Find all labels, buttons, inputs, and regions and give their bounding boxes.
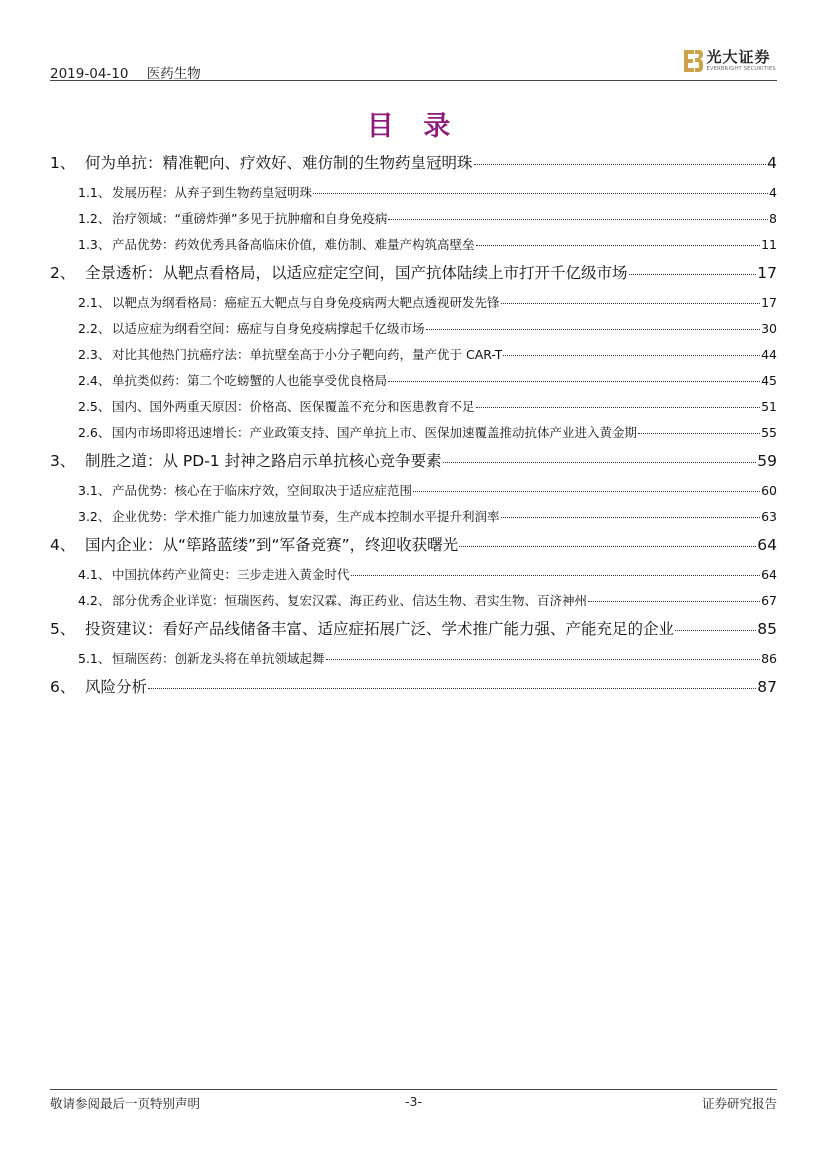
toc-entry-number: 3.2、 bbox=[78, 509, 111, 524]
toc-entry-title: 对比其他热门抗癌疗法：单抗壁垒高于小分子靶向药，量产优于 CAR-T bbox=[112, 347, 503, 362]
table-of-contents bbox=[50, 153, 777, 698]
toc-entry-title: 以适应症为纲看空间：癌症与自身免疫病撑起千亿级市场 bbox=[112, 321, 425, 336]
toc-dot-leader bbox=[503, 355, 760, 356]
toc-entry-title: 全景透析：从靶点看格局，以适应症定空间，国产抗体陆续上市打开千亿级市场 bbox=[85, 264, 628, 282]
toc-dot-leader bbox=[476, 245, 761, 246]
toc-entry-number: 5、 bbox=[50, 620, 76, 638]
toc-entry-number: 2.2、 bbox=[78, 321, 111, 336]
toc-subsection[interactable] bbox=[50, 209, 777, 228]
toc-subsection[interactable] bbox=[50, 649, 777, 668]
toc-dot-leader bbox=[426, 329, 761, 330]
toc-entry-number: 2.1、 bbox=[78, 295, 111, 310]
toc-entry-number: 1.3、 bbox=[78, 237, 111, 252]
toc-subsection[interactable] bbox=[50, 423, 777, 442]
toc-subsection[interactable] bbox=[50, 345, 777, 364]
toc-subsection[interactable] bbox=[50, 591, 777, 610]
toc-subsection[interactable] bbox=[50, 293, 777, 312]
toc-dot-leader bbox=[629, 274, 757, 275]
toc-dot-leader bbox=[313, 193, 768, 194]
everbright-logo-icon bbox=[682, 48, 704, 74]
toc-section[interactable] bbox=[50, 263, 777, 284]
toc-dot-leader bbox=[388, 219, 768, 220]
toc-entry-page: 55 bbox=[761, 425, 777, 440]
toc-title: 目 录 bbox=[366, 111, 461, 142]
footer-divider bbox=[50, 1089, 777, 1090]
toc-entry-title: 以靶点为纲看格局：癌症五大靶点与自身免疫病两大靶点透视研发先锋 bbox=[112, 295, 500, 310]
toc-subsection[interactable] bbox=[50, 397, 777, 416]
toc-entry-number: 1、 bbox=[50, 154, 76, 172]
toc-entry-number: 2.4、 bbox=[78, 373, 111, 388]
toc-dot-leader bbox=[474, 164, 767, 165]
toc-entry-number: 3、 bbox=[50, 452, 76, 470]
toc-entry-page: 67 bbox=[761, 593, 777, 608]
toc-dot-leader bbox=[351, 575, 761, 576]
toc-entry-number: 5.1、 bbox=[78, 651, 111, 666]
toc-entry-number: 2.6、 bbox=[78, 425, 111, 440]
toc-entry-number: 1.2、 bbox=[78, 211, 111, 226]
toc-subsection[interactable] bbox=[50, 235, 777, 254]
toc-entry-number: 2、 bbox=[50, 264, 76, 282]
toc-dot-leader bbox=[588, 601, 760, 602]
toc-entry-number: 4、 bbox=[50, 536, 76, 554]
toc-entry-title: 部分优秀企业详览：恒瑞医药、复宏汉霖、海正药业、信达生物、君实生物、百济神州 bbox=[112, 593, 588, 608]
toc-entry-title: 企业优势：学术推广能力加速放量节奏，生产成本控制水平提升利润率 bbox=[112, 509, 500, 524]
toc-entry-number: 6、 bbox=[50, 678, 76, 696]
toc-entry-title: 国内企业：从“筚路蓝缕”到“军备竞赛”，终迎收获曙光 bbox=[85, 536, 459, 554]
toc-entry-number: 4.1、 bbox=[78, 567, 111, 582]
toc-dot-leader bbox=[443, 462, 757, 463]
toc-entry-title: 中国抗体药产业简史：三步走进入黄金时代 bbox=[112, 567, 350, 582]
toc-entry-title: 单抗类似药：第二个吃螃蟹的人也能享受优良格局 bbox=[112, 373, 388, 388]
toc-entry-number: 2.3、 bbox=[78, 347, 111, 362]
report-type: 证券研究报告 bbox=[701, 1096, 777, 1111]
toc-entry-page: 64 bbox=[761, 567, 777, 582]
toc-entry-page: 17 bbox=[761, 295, 777, 310]
toc-entry-title: 投资建议：看好产品线储备丰富、适应症拓展广泛、学术推广能力强、产能充足的企业 bbox=[85, 620, 675, 638]
toc-entry-page: 11 bbox=[761, 237, 777, 252]
toc-entry-title: 何为单抗：精准靶向、疗效好、难仿制的生物药皇冠明珠 bbox=[85, 154, 473, 172]
toc-entry-page: 51 bbox=[761, 399, 777, 414]
disclaimer-note: 敬请参阅最后一页特别声明 bbox=[50, 1096, 201, 1111]
toc-dot-leader bbox=[675, 630, 756, 631]
toc-subsection[interactable] bbox=[50, 481, 777, 500]
toc-entry-page: 17 bbox=[757, 264, 777, 282]
toc-entry-page: 85 bbox=[757, 620, 777, 638]
toc-dot-leader bbox=[326, 659, 761, 660]
toc-entry-page: 87 bbox=[757, 678, 777, 696]
toc-entry-number: 2.5、 bbox=[78, 399, 111, 414]
toc-entry-number: 1.1、 bbox=[78, 185, 111, 200]
toc-entry-title: 产品优势：药效优秀具备高临床价值，难仿制、难量产构筑高壁垒 bbox=[112, 237, 475, 252]
toc-section[interactable] bbox=[50, 451, 777, 472]
report-sector: 医药生物 bbox=[146, 66, 201, 82]
logo-name-en: EVERBRIGHT SECURITIES bbox=[706, 66, 776, 72]
toc-entry-title: 恒瑞医药：创新龙头将在单抗领域起舞 bbox=[112, 651, 325, 666]
report-date: 2019-04-10 bbox=[50, 66, 129, 82]
toc-entry-title: 国内市场即将迅速增长：产业政策支持、国产单抗上市、医保加速覆盖推动抗体产业进入黄金期 bbox=[112, 425, 638, 440]
toc-subsection[interactable] bbox=[50, 565, 777, 584]
toc-dot-leader bbox=[501, 517, 761, 518]
toc-dot-leader bbox=[388, 381, 760, 382]
toc-dot-leader bbox=[148, 688, 756, 689]
everbright-logo bbox=[682, 48, 776, 74]
toc-subsection[interactable] bbox=[50, 319, 777, 338]
page-number: -3- bbox=[405, 1094, 422, 1109]
toc-entry-number: 4.2、 bbox=[78, 593, 111, 608]
toc-section[interactable] bbox=[50, 677, 777, 698]
toc-subsection[interactable] bbox=[50, 183, 777, 202]
toc-dot-leader bbox=[413, 491, 760, 492]
toc-dot-leader bbox=[638, 433, 760, 434]
toc-subsection[interactable] bbox=[50, 507, 777, 526]
toc-dot-leader bbox=[476, 407, 761, 408]
toc-entry-page: 30 bbox=[761, 321, 777, 336]
logo-name-cn: 光大证券 bbox=[706, 48, 771, 66]
toc-dot-leader bbox=[459, 546, 756, 547]
toc-dot-leader bbox=[501, 303, 761, 304]
toc-entry-page: 45 bbox=[761, 373, 777, 388]
toc-entry-title: 产品优势：核心在于临床疗效，空间取决于适应症范围 bbox=[112, 483, 413, 498]
toc-entry-page: 63 bbox=[761, 509, 777, 524]
toc-entry-title: 国内、国外两重天原因：价格高、医保覆盖不充分和医患教育不足 bbox=[112, 399, 475, 414]
toc-entry-title: 发展历程：从弃子到生物药皇冠明珠 bbox=[112, 185, 313, 200]
toc-entry-page: 4 bbox=[767, 154, 777, 172]
toc-section[interactable] bbox=[50, 153, 777, 174]
toc-entry-page: 59 bbox=[757, 452, 777, 470]
toc-entry-page: 64 bbox=[757, 536, 777, 554]
toc-entry-page: 60 bbox=[761, 483, 777, 498]
toc-section[interactable] bbox=[50, 535, 777, 556]
toc-section[interactable] bbox=[50, 619, 777, 640]
toc-entry-title: 风险分析 bbox=[85, 678, 148, 696]
page-header bbox=[50, 62, 215, 82]
toc-entry-title: 制胜之道：从 PD-1 封神之路启示单抗核心竞争要素 bbox=[85, 452, 442, 470]
header-divider bbox=[50, 80, 777, 81]
toc-entry-number: 3.1、 bbox=[78, 483, 111, 498]
toc-entry-page: 4 bbox=[769, 185, 777, 200]
toc-entry-page: 44 bbox=[761, 347, 777, 362]
toc-subsection[interactable] bbox=[50, 371, 777, 390]
toc-entry-title: 治疗领域：“重磅炸弹”多见于抗肿瘤和自身免疫病 bbox=[112, 211, 388, 226]
toc-entry-page: 86 bbox=[761, 651, 777, 666]
toc-entry-page: 8 bbox=[769, 211, 777, 226]
